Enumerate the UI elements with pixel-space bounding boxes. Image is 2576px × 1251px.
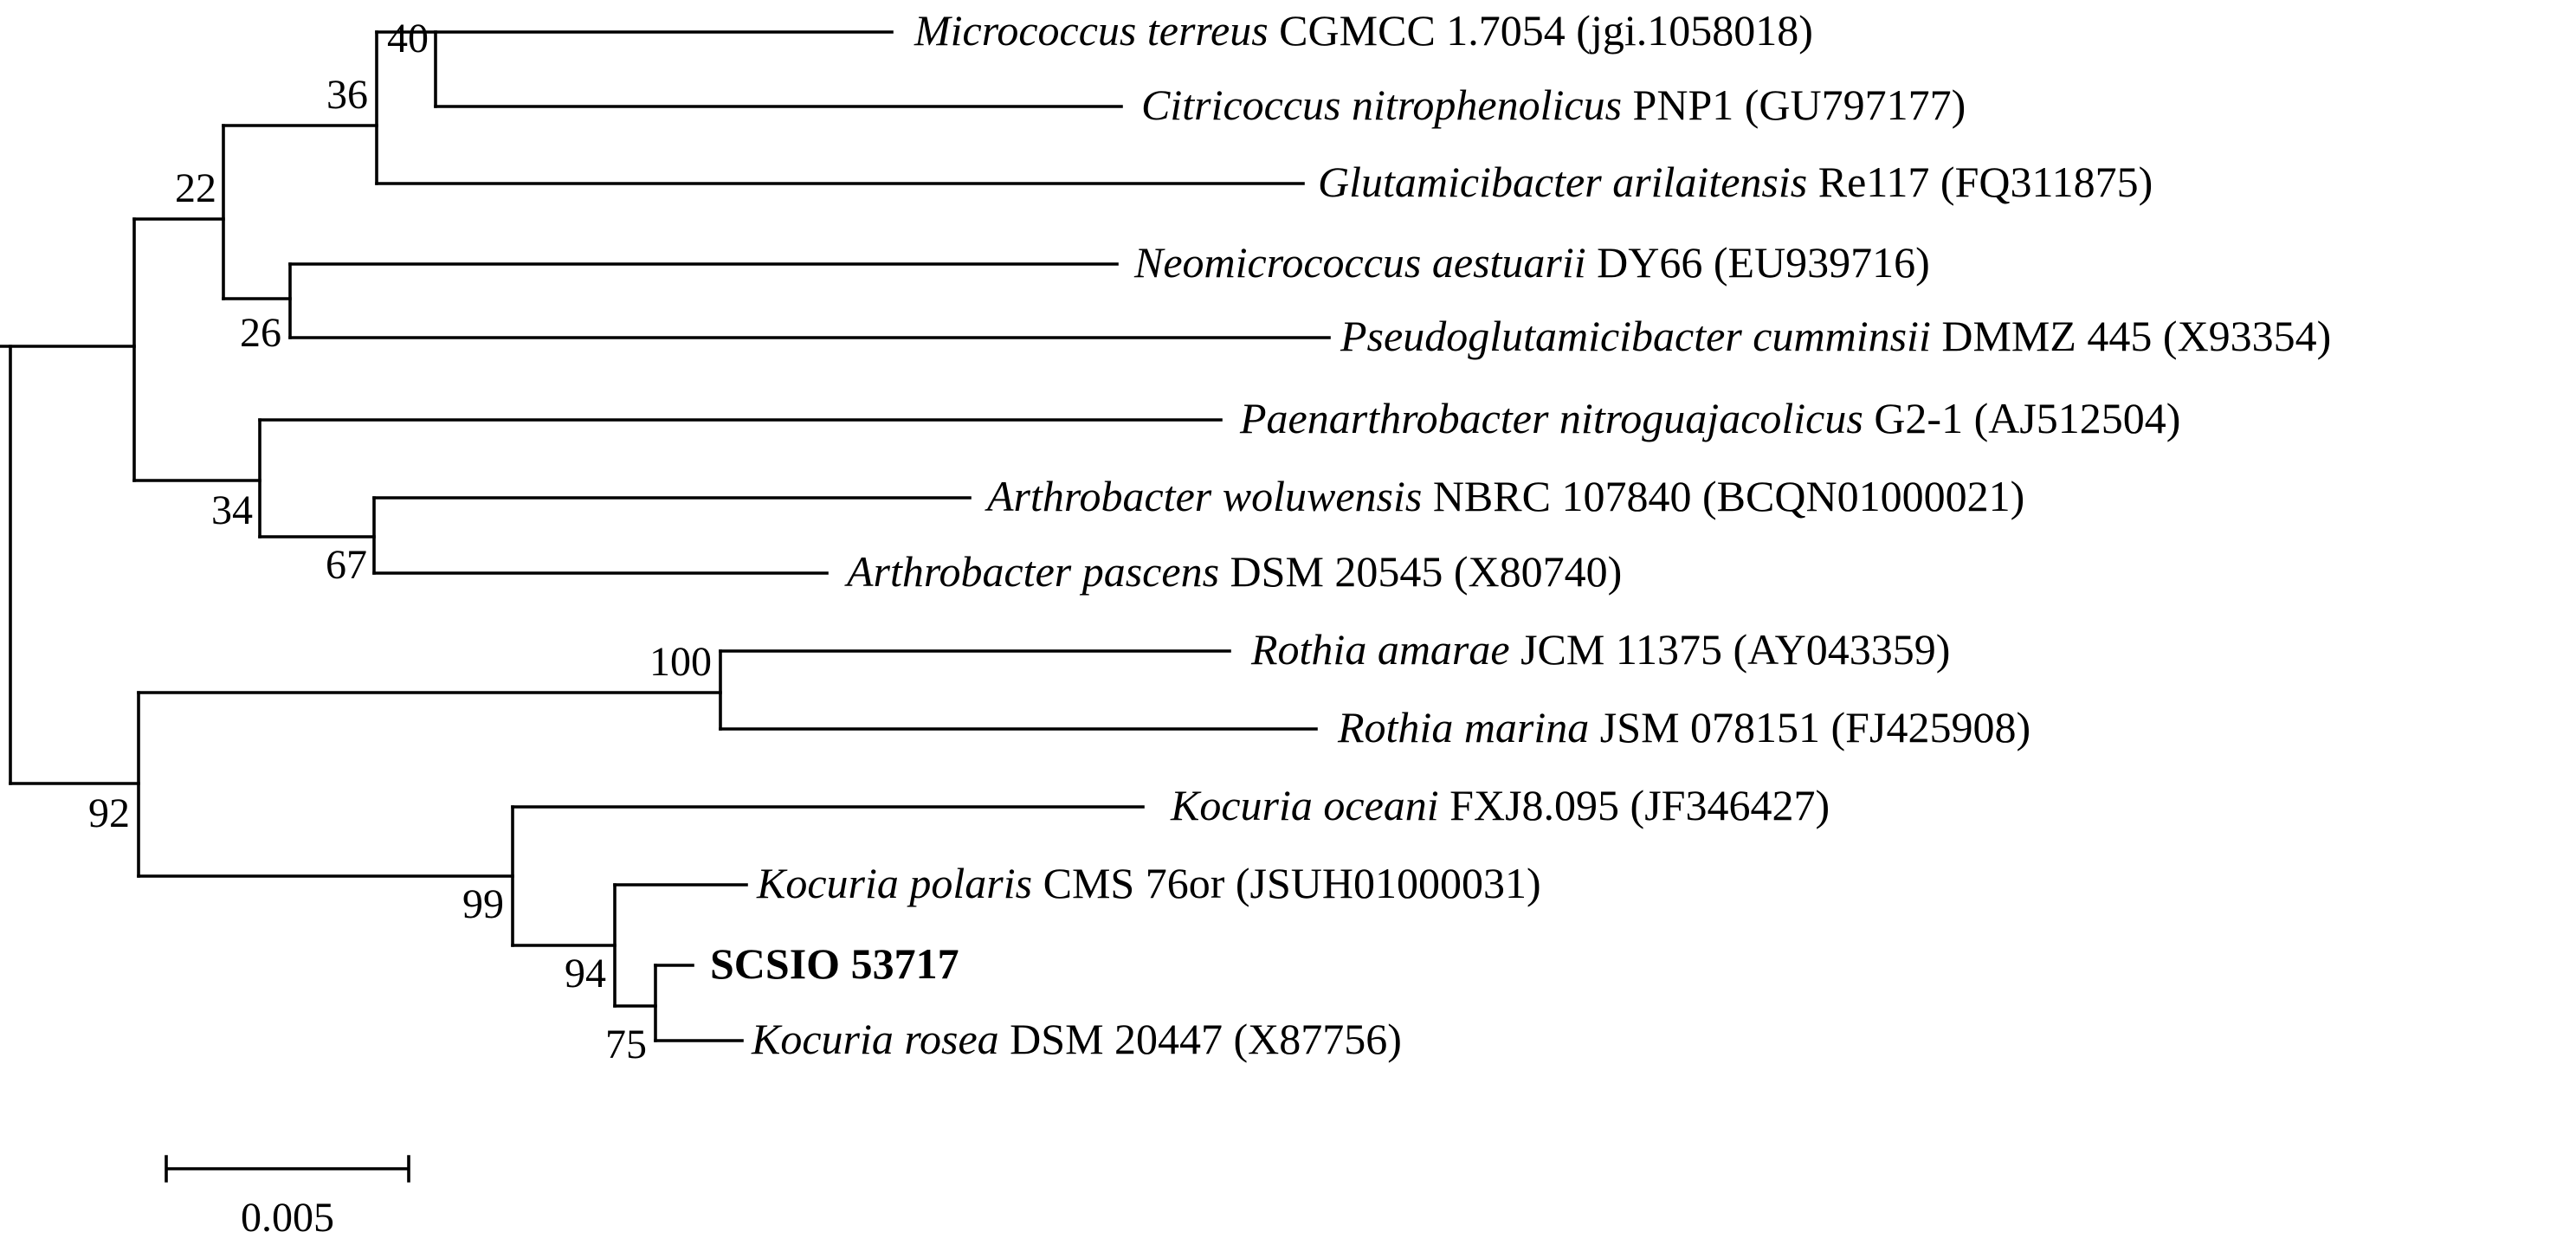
bootstrap-value: 100 bbox=[649, 639, 712, 685]
taxon-label: Citricoccus nitrophenolicus PNP1 (GU797177) bbox=[1141, 81, 1966, 129]
bootstrap-value: 99 bbox=[462, 881, 504, 927]
taxon-label: Rothia amarae JCM 11375 (AY043359) bbox=[1251, 625, 1951, 674]
taxon-label: Rothia marina JSM 078151 (FJ425908) bbox=[1338, 703, 2031, 751]
scale-bar-line bbox=[166, 1157, 409, 1181]
taxon-label: Kocuria polaris CMS 76or (JSUH01000031) bbox=[757, 859, 1541, 907]
taxon-label: Arthrobacter woluwensis NBRC 107840 (BCQN01000021) bbox=[987, 472, 2025, 520]
bootstrap-value: 26 bbox=[240, 310, 281, 356]
taxon-label: Kocuria oceani FXJ8.095 (JF346427) bbox=[1171, 781, 1830, 829]
scale-bar bbox=[166, 1157, 409, 1241]
taxon-label: Pseudoglutamicibacter cumminsii DMMZ 445 (X93354) bbox=[1340, 312, 2332, 360]
taxon-label: Arthrobacter pascens DSM 20545 (X80740) bbox=[847, 547, 1623, 596]
bootstrap-value: 34 bbox=[211, 487, 253, 533]
bootstrap-value: 92 bbox=[88, 790, 130, 836]
bootstrap-values bbox=[88, 16, 712, 1067]
taxon-label: Glutamicibacter arilaitensis Re117 (FQ311875) bbox=[1318, 158, 2153, 206]
branch-root-stem bbox=[0, 346, 10, 783]
scale-bar-label: 0.005 bbox=[241, 1195, 334, 1241]
bootstrap-value: 67 bbox=[326, 542, 367, 588]
query-taxon-label: SCSIO 53717 bbox=[710, 939, 959, 988]
taxon-label: Kocuria rosea DSM 20447 (X87756) bbox=[752, 1015, 1402, 1063]
bootstrap-value: 40 bbox=[387, 16, 429, 61]
bootstrap-value: 94 bbox=[565, 951, 606, 996]
taxon-label: Paenarthrobacter nitroguajacolicus G2-1 (AJ512504) bbox=[1240, 394, 2181, 442]
bootstrap-value: 22 bbox=[175, 165, 216, 211]
taxon-labels bbox=[710, 6, 2331, 1063]
bootstrap-value: 36 bbox=[326, 72, 368, 118]
taxon-label: Micrococcus terreus CGMCC 1.7054 (jgi.1058018) bbox=[914, 6, 1813, 55]
bootstrap-value: 75 bbox=[605, 1022, 647, 1067]
taxon-label: Neomicrococcus aestuarii DY66 (EU939716) bbox=[1134, 238, 1930, 287]
